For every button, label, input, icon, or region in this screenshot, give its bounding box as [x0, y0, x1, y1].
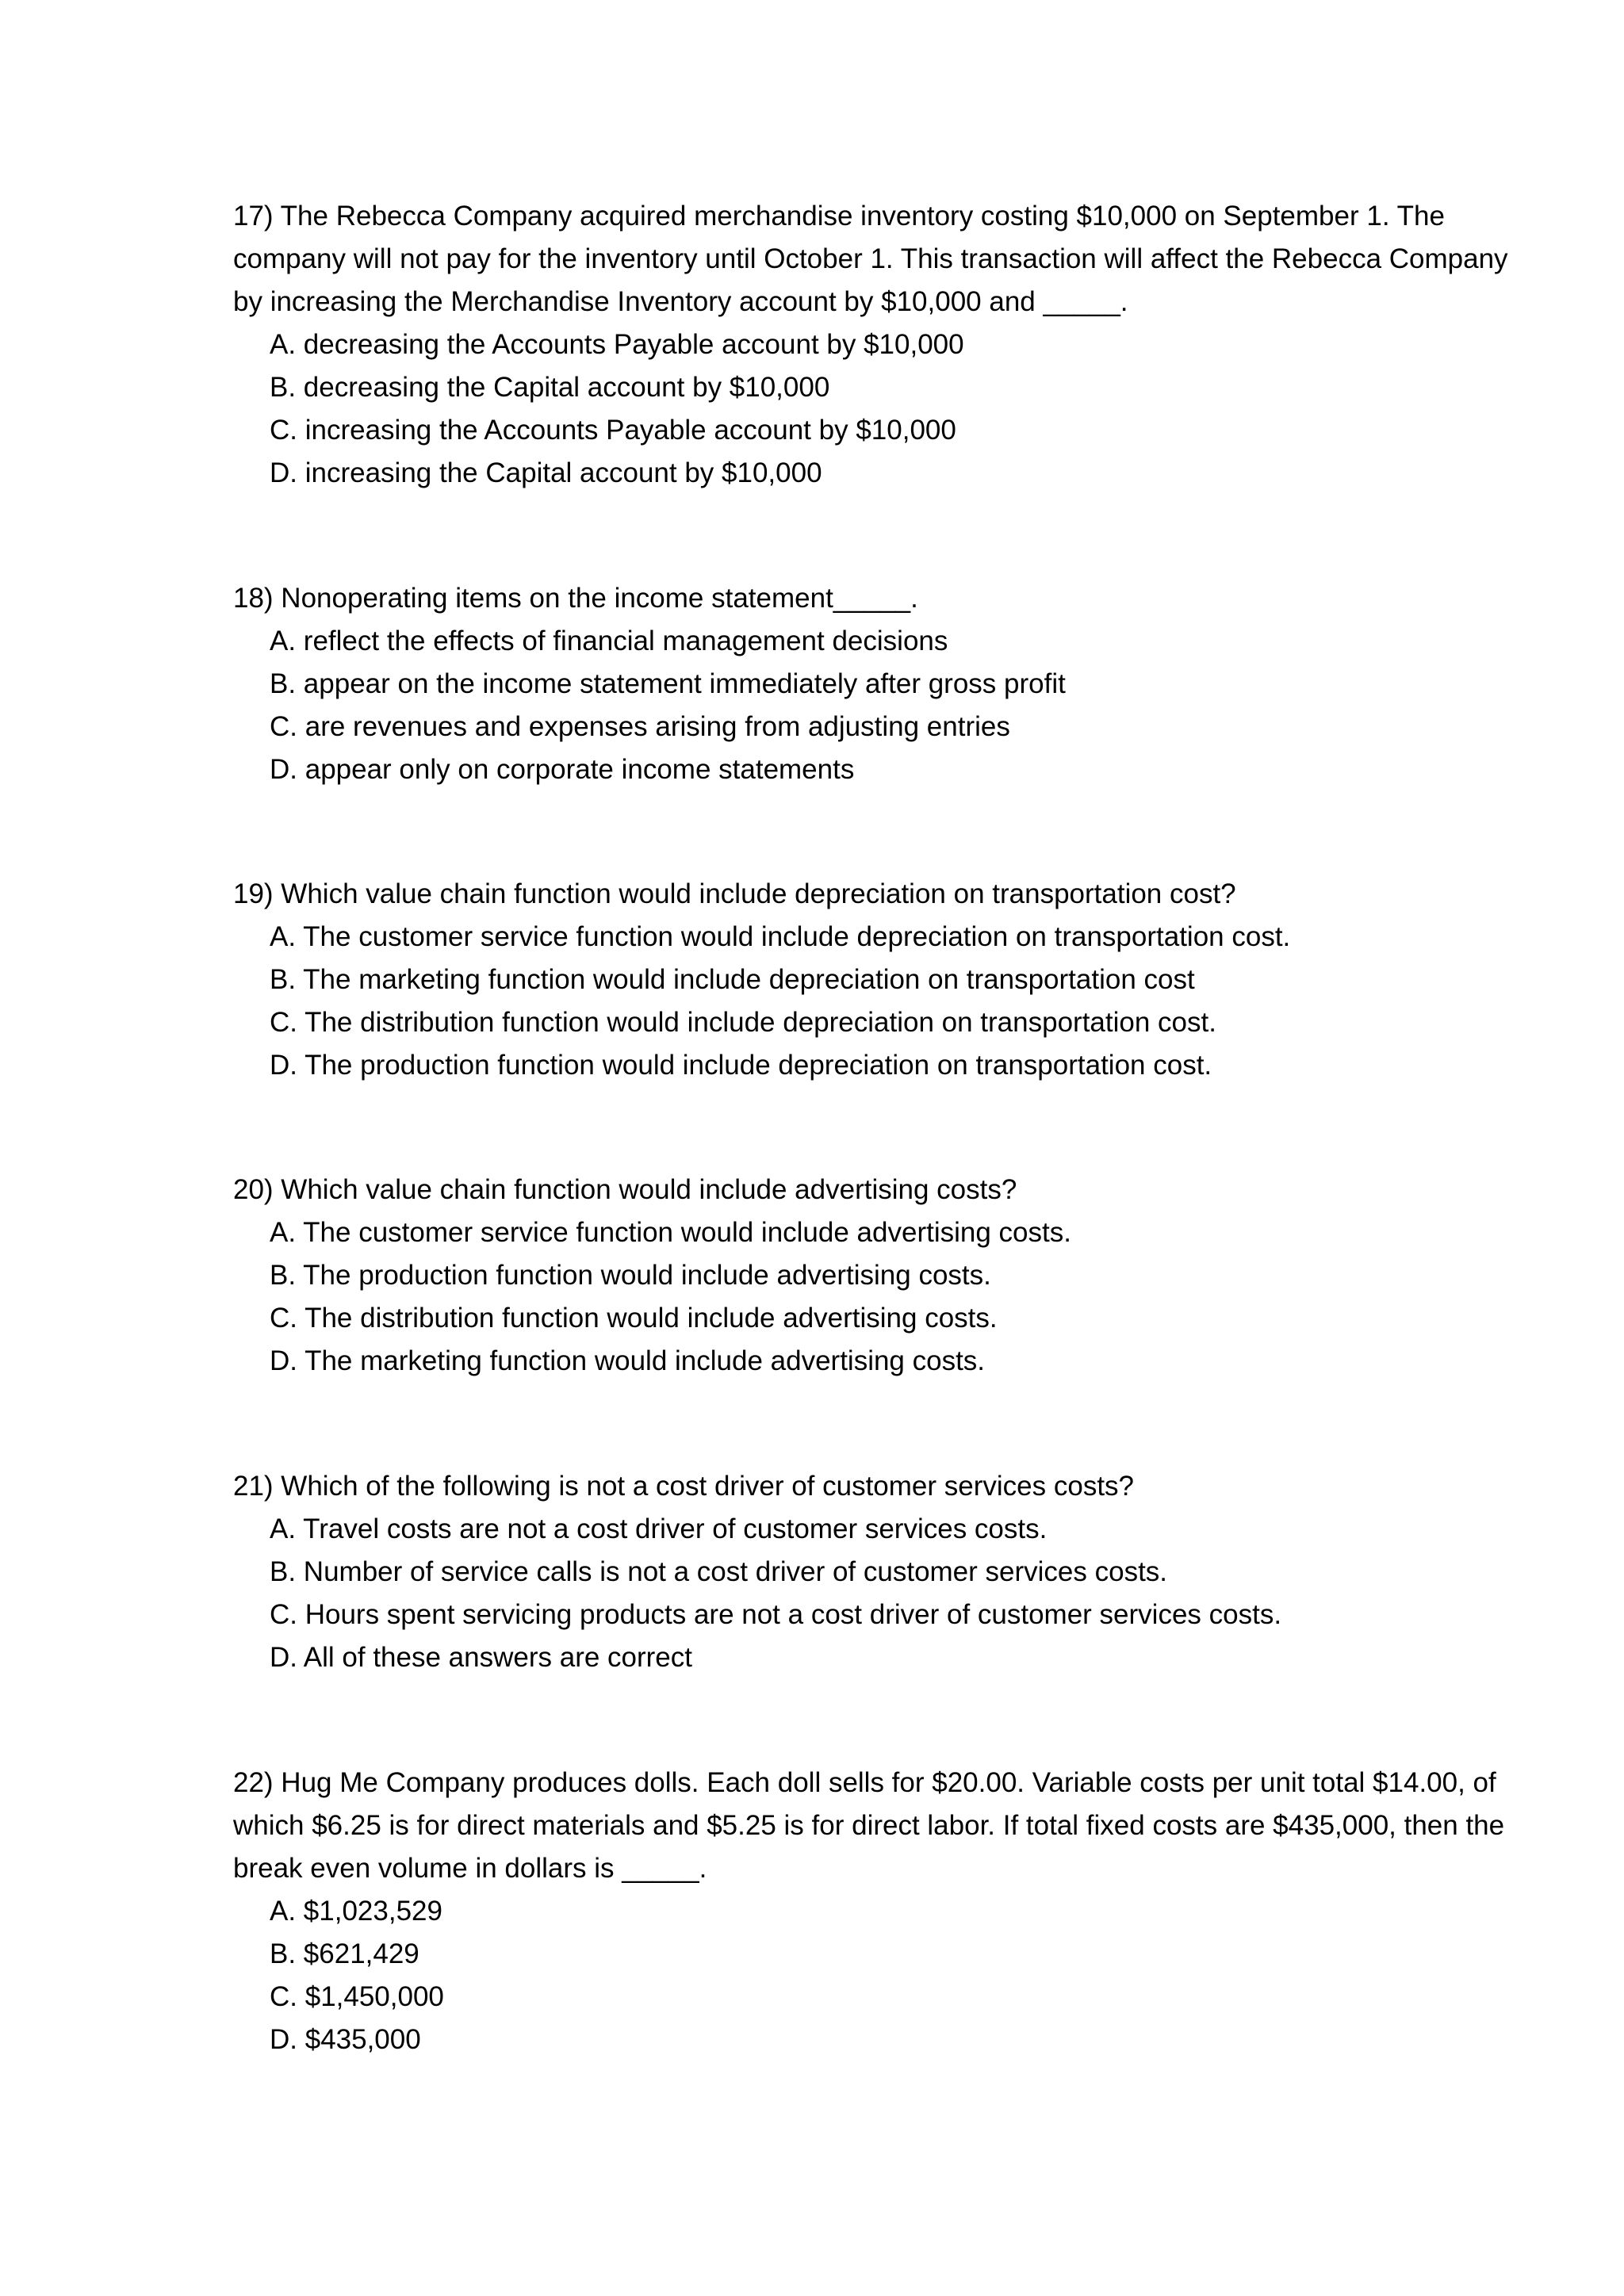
question-stem: 22) Hug Me Company produces dolls. Each doll sells for $20.00. Variable costs per unit total $14.00, of which $6.25 is for direct materials and $5.25 is for direct labor. If total fixed costs are $435,000, then the break even volume in dollars is _____.: [233, 1767, 1512, 1884]
option-d: D. increasing the Capital account by $10,000: [270, 457, 822, 488]
option-c: C. increasing the Accounts Payable account by $10,000: [270, 415, 956, 446]
option-d: D. The production function would include depreciation on transportation cost.: [270, 1050, 1212, 1081]
option-c: C. Hours spent servicing products are not a cost driver of customer services costs.: [270, 1599, 1282, 1630]
option-c: C. The distribution function would include depreciation on transportation cost.: [270, 1007, 1216, 1038]
answer-options: [233, 1211, 1534, 1383]
question-19: [233, 873, 1534, 1087]
option-a: A. decreasing the Accounts Payable account by $10,000: [270, 329, 964, 360]
option-b: B. appear on the income statement immediately after gross profit: [270, 668, 1066, 699]
answer-options: [233, 1508, 1534, 1679]
option-a: A. reflect the effects of financial management decisions: [270, 626, 948, 656]
answer-options: [233, 323, 1534, 495]
option-c: C. The distribution function would include advertising costs.: [270, 1303, 998, 1334]
option-a: A. The customer service function would include depreciation on transportation cost.: [270, 921, 1291, 952]
question-22: [233, 1762, 1534, 2061]
option-a: A. $1,023,529: [270, 1896, 442, 1927]
option-c: C. $1,450,000: [270, 1981, 444, 2012]
option-d: D. All of these answers are correct: [270, 1642, 692, 1673]
option-b: B. The production function would include advertising costs.: [270, 1260, 991, 1291]
option-a: A. The customer service function would include advertising costs.: [270, 1217, 1071, 1248]
answer-options: [233, 1890, 1534, 2061]
question-17: [233, 195, 1534, 495]
option-b: B. decreasing the Capital account by $10,000: [270, 372, 830, 403]
answer-options: [233, 620, 1534, 791]
question-stem: 17) The Rebecca Company acquired merchandise inventory costing $10,000 on September 1. The company will not pay for the inventory until October 1. This transaction will affect the Rebecca Company by increasing the Merchandise Inventory account by $10,000 and _____.: [233, 201, 1516, 317]
option-b: B. Number of service calls is not a cost driver of customer services costs.: [270, 1556, 1168, 1587]
option-c: C. are revenues and expenses arising from adjusting entries: [270, 711, 1010, 742]
option-b: B. $621,429: [270, 1938, 419, 1969]
question-stem: 18) Nonoperating items on the income statement_____.: [233, 583, 918, 614]
question-stem: 21) Which of the following is not a cost driver of customer services costs?: [233, 1471, 1135, 1502]
question-stem: 19) Which value chain function would include depreciation on transportation cost?: [233, 878, 1236, 909]
option-d: D. $435,000: [270, 2024, 421, 2055]
option-b: B. The marketing function would include depreciation on transportation cost: [270, 964, 1195, 995]
option-a: A. Travel costs are not a cost driver of customer services costs.: [270, 1513, 1048, 1544]
question-18: [233, 577, 1534, 791]
question-21: [233, 1465, 1534, 1679]
answer-options: [233, 916, 1534, 1087]
option-d: D. The marketing function would include advertising costs.: [270, 1345, 986, 1376]
option-d: D. appear only on corporate income statements: [270, 754, 855, 785]
question-20: [233, 1169, 1534, 1383]
question-stem: 20) Which value chain function would include advertising costs?: [233, 1174, 1017, 1205]
